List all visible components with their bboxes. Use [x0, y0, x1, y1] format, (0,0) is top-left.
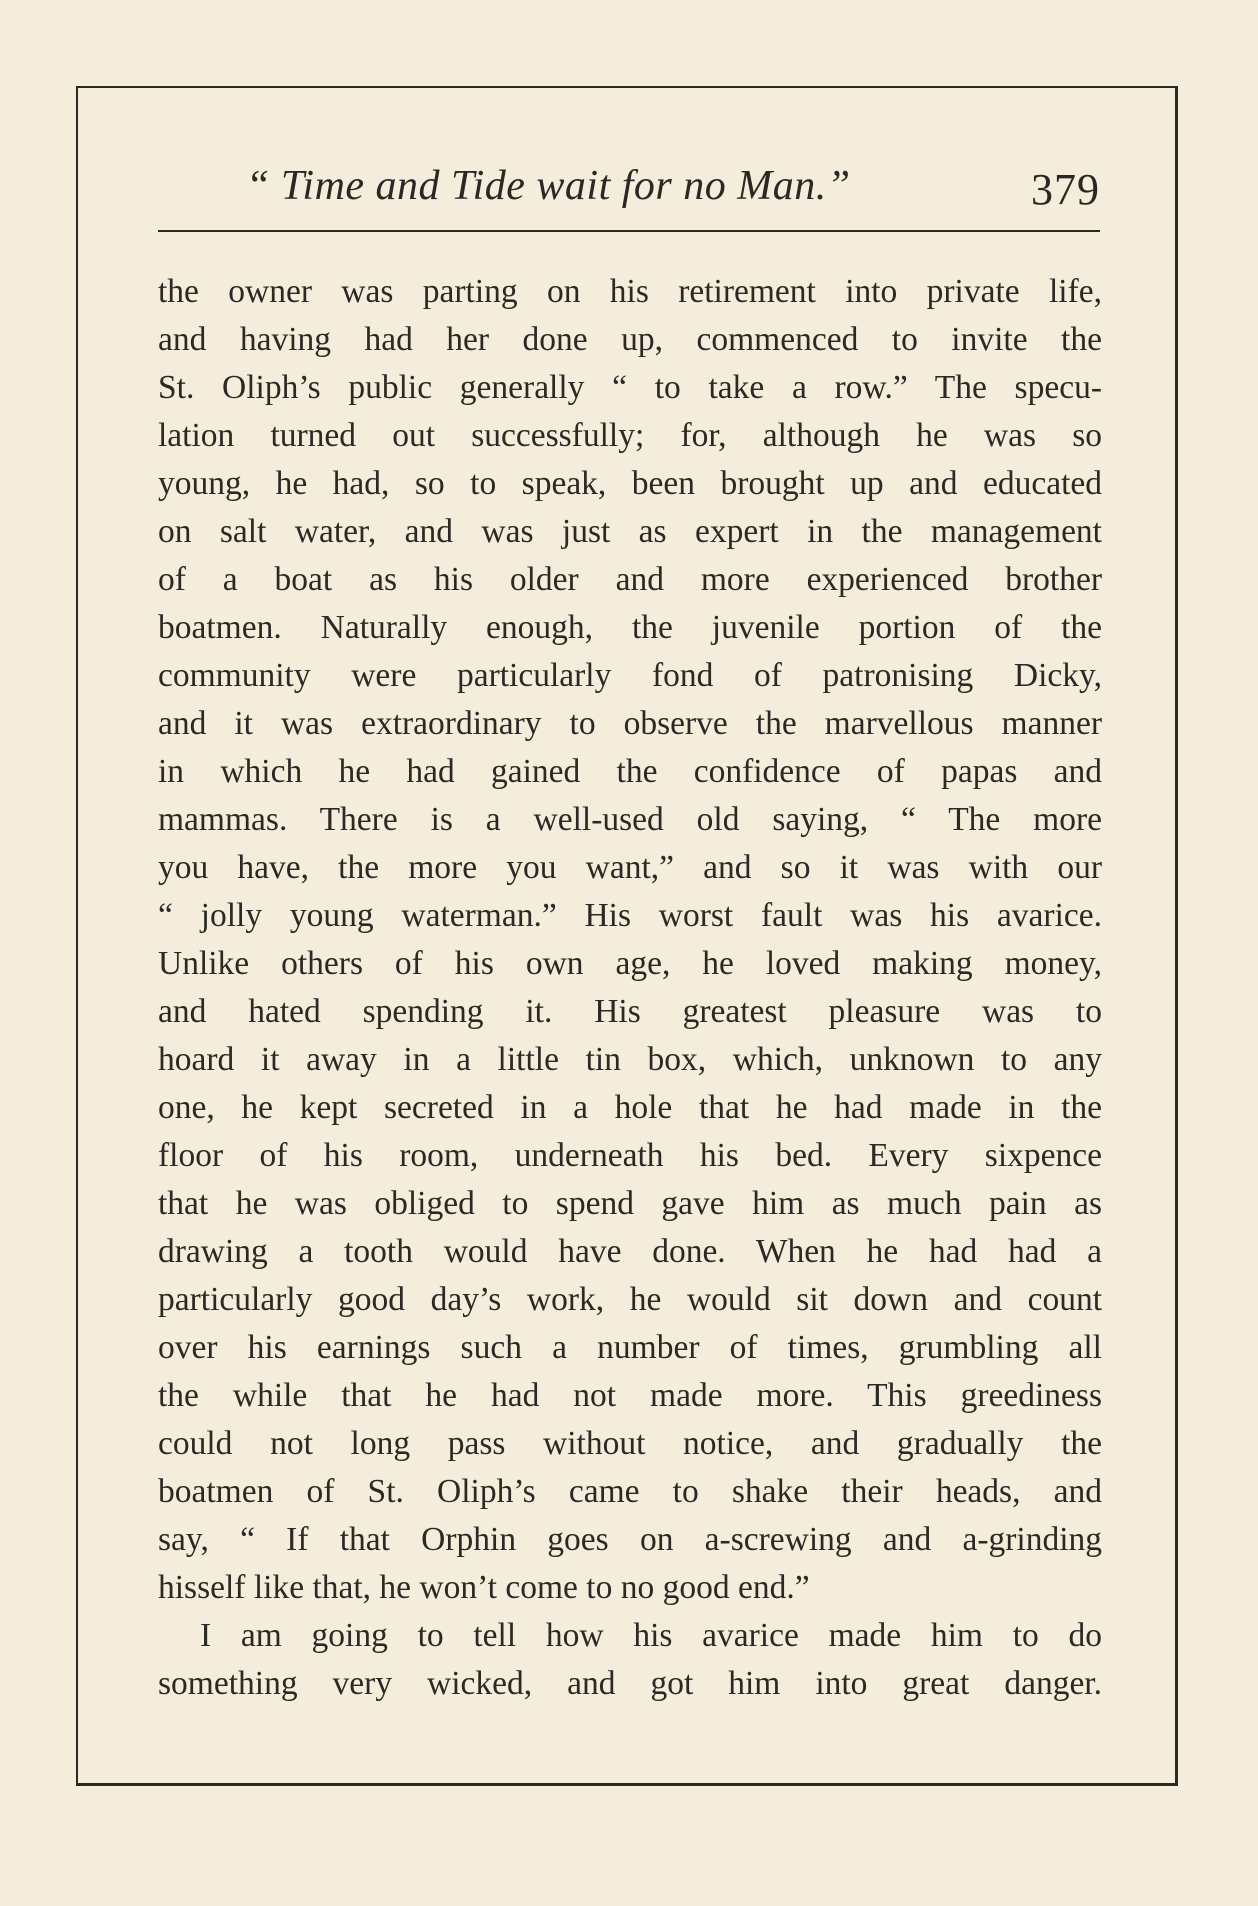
text-line: floor of his room, underneath his bed. Every sixpence: [158, 1137, 1102, 1174]
text-line: drawing a tooth would have done. When he had had a: [158, 1233, 1102, 1270]
text-line: in which he had gained the confidence of papas and: [158, 753, 1102, 790]
text-line: mammas. There is a well-used old saying, “ The more: [158, 801, 1102, 838]
text-line: you have, the more you want,” and so it was with our: [158, 849, 1102, 886]
text-line: and having had her done up, commenced to invite the: [158, 321, 1102, 358]
running-title: “ Time and Tide wait for no Man.”: [246, 163, 851, 209]
text-line: I am going to tell how his avarice made him to do: [200, 1617, 1102, 1654]
running-head: [158, 158, 1100, 224]
text-line: and hated spending it. His greatest pleasure was to: [158, 993, 1102, 1030]
text-line: could not long pass without notice, and gradually the: [158, 1425, 1102, 1462]
text-line: particularly good day’s work, he would sit down and count: [158, 1281, 1102, 1318]
text-line: say, “ If that Orphin goes on a-screwing and a-grinding: [158, 1521, 1102, 1558]
text-line: St. Oliph’s public generally “ to take a row.” The specu-: [158, 369, 1102, 406]
body-text: [158, 268, 1102, 1708]
text-line: the while that he had not made more. This greediness: [158, 1377, 1102, 1414]
text-line: boatmen of St. Oliph’s came to shake their heads, and: [158, 1473, 1102, 1510]
text-line: something very wicked, and got him into great danger.: [158, 1665, 1102, 1702]
text-line: Unlike others of his own age, he loved making money,: [158, 945, 1102, 982]
text-line: boatmen. Naturally enough, the juvenile portion of the: [158, 609, 1102, 646]
text-line: that he was obliged to spend gave him as much pain as: [158, 1185, 1102, 1222]
text-line: on salt water, and was just as expert in the management: [158, 513, 1102, 550]
text-line: over his earnings such a number of times, grumbling all: [158, 1329, 1102, 1366]
text-line: “ jolly young waterman.” His worst fault was his avarice.: [158, 897, 1102, 934]
text-line: hisself like that, he won’t come to no good end.”: [158, 1569, 810, 1606]
text-line: the owner was parting on his retirement into private life,: [158, 273, 1102, 310]
header-rule: [158, 230, 1100, 232]
page-number: 379: [1031, 165, 1100, 214]
text-line: one, he kept secreted in a hole that he had made in the: [158, 1089, 1102, 1126]
text-line: of a boat as his older and more experienced brother: [158, 561, 1102, 598]
text-line: young, he had, so to speak, been brought up and educated: [158, 465, 1102, 502]
text-line: and it was extraordinary to observe the marvellous manner: [158, 705, 1102, 742]
text-line: lation turned out successfully; for, although he was so: [158, 417, 1102, 454]
text-line: hoard it away in a little tin box, which, unknown to any: [158, 1041, 1102, 1078]
text-line: community were particularly fond of patronising Dicky,: [158, 657, 1102, 694]
